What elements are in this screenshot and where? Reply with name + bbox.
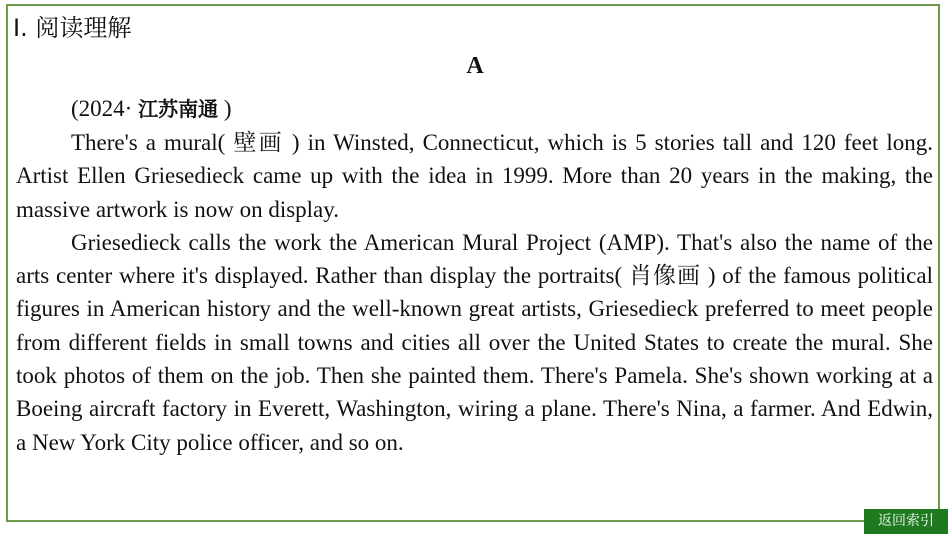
passage-letter: A	[466, 53, 484, 79]
return-index-button[interactable]: 返回索引	[864, 509, 948, 534]
passage-body	[16, 126, 933, 459]
source-suffix: )	[218, 96, 232, 121]
passage-source	[71, 92, 232, 126]
source-prefix: (2024·	[71, 96, 139, 121]
source-place: 江苏南通	[138, 97, 219, 121]
paragraph-1: There's a mural( 壁画 ) in Winsted, Connecticut, which is 5 stories tall and 120 feet long. Artist Ellen Griesedieck came up with the idea in 1999. More than 20 years in the making, the massive artwork is now on display.	[16, 130, 933, 222]
section-title: I. 阅读理解	[13, 14, 132, 42]
paragraph-2: Griesedieck calls the work the American Mural Project (AMP). That's also the name of the arts center where it's displayed. Rather than display the portraits( 肖像画 ) of the famous political figures in American history and the well-known great artists, Griesedieck preferred to meet people from different fields in small towns and cities all over the United States to create the mural. She took photos of them on the job. Then she painted them. There's Pamela. She's shown working at a Boeing aircraft factory in Everett, Washington, wiring a plane. There's Nina, a farmer. And Edwin, a New York City police officer, and so on.	[16, 229, 933, 455]
